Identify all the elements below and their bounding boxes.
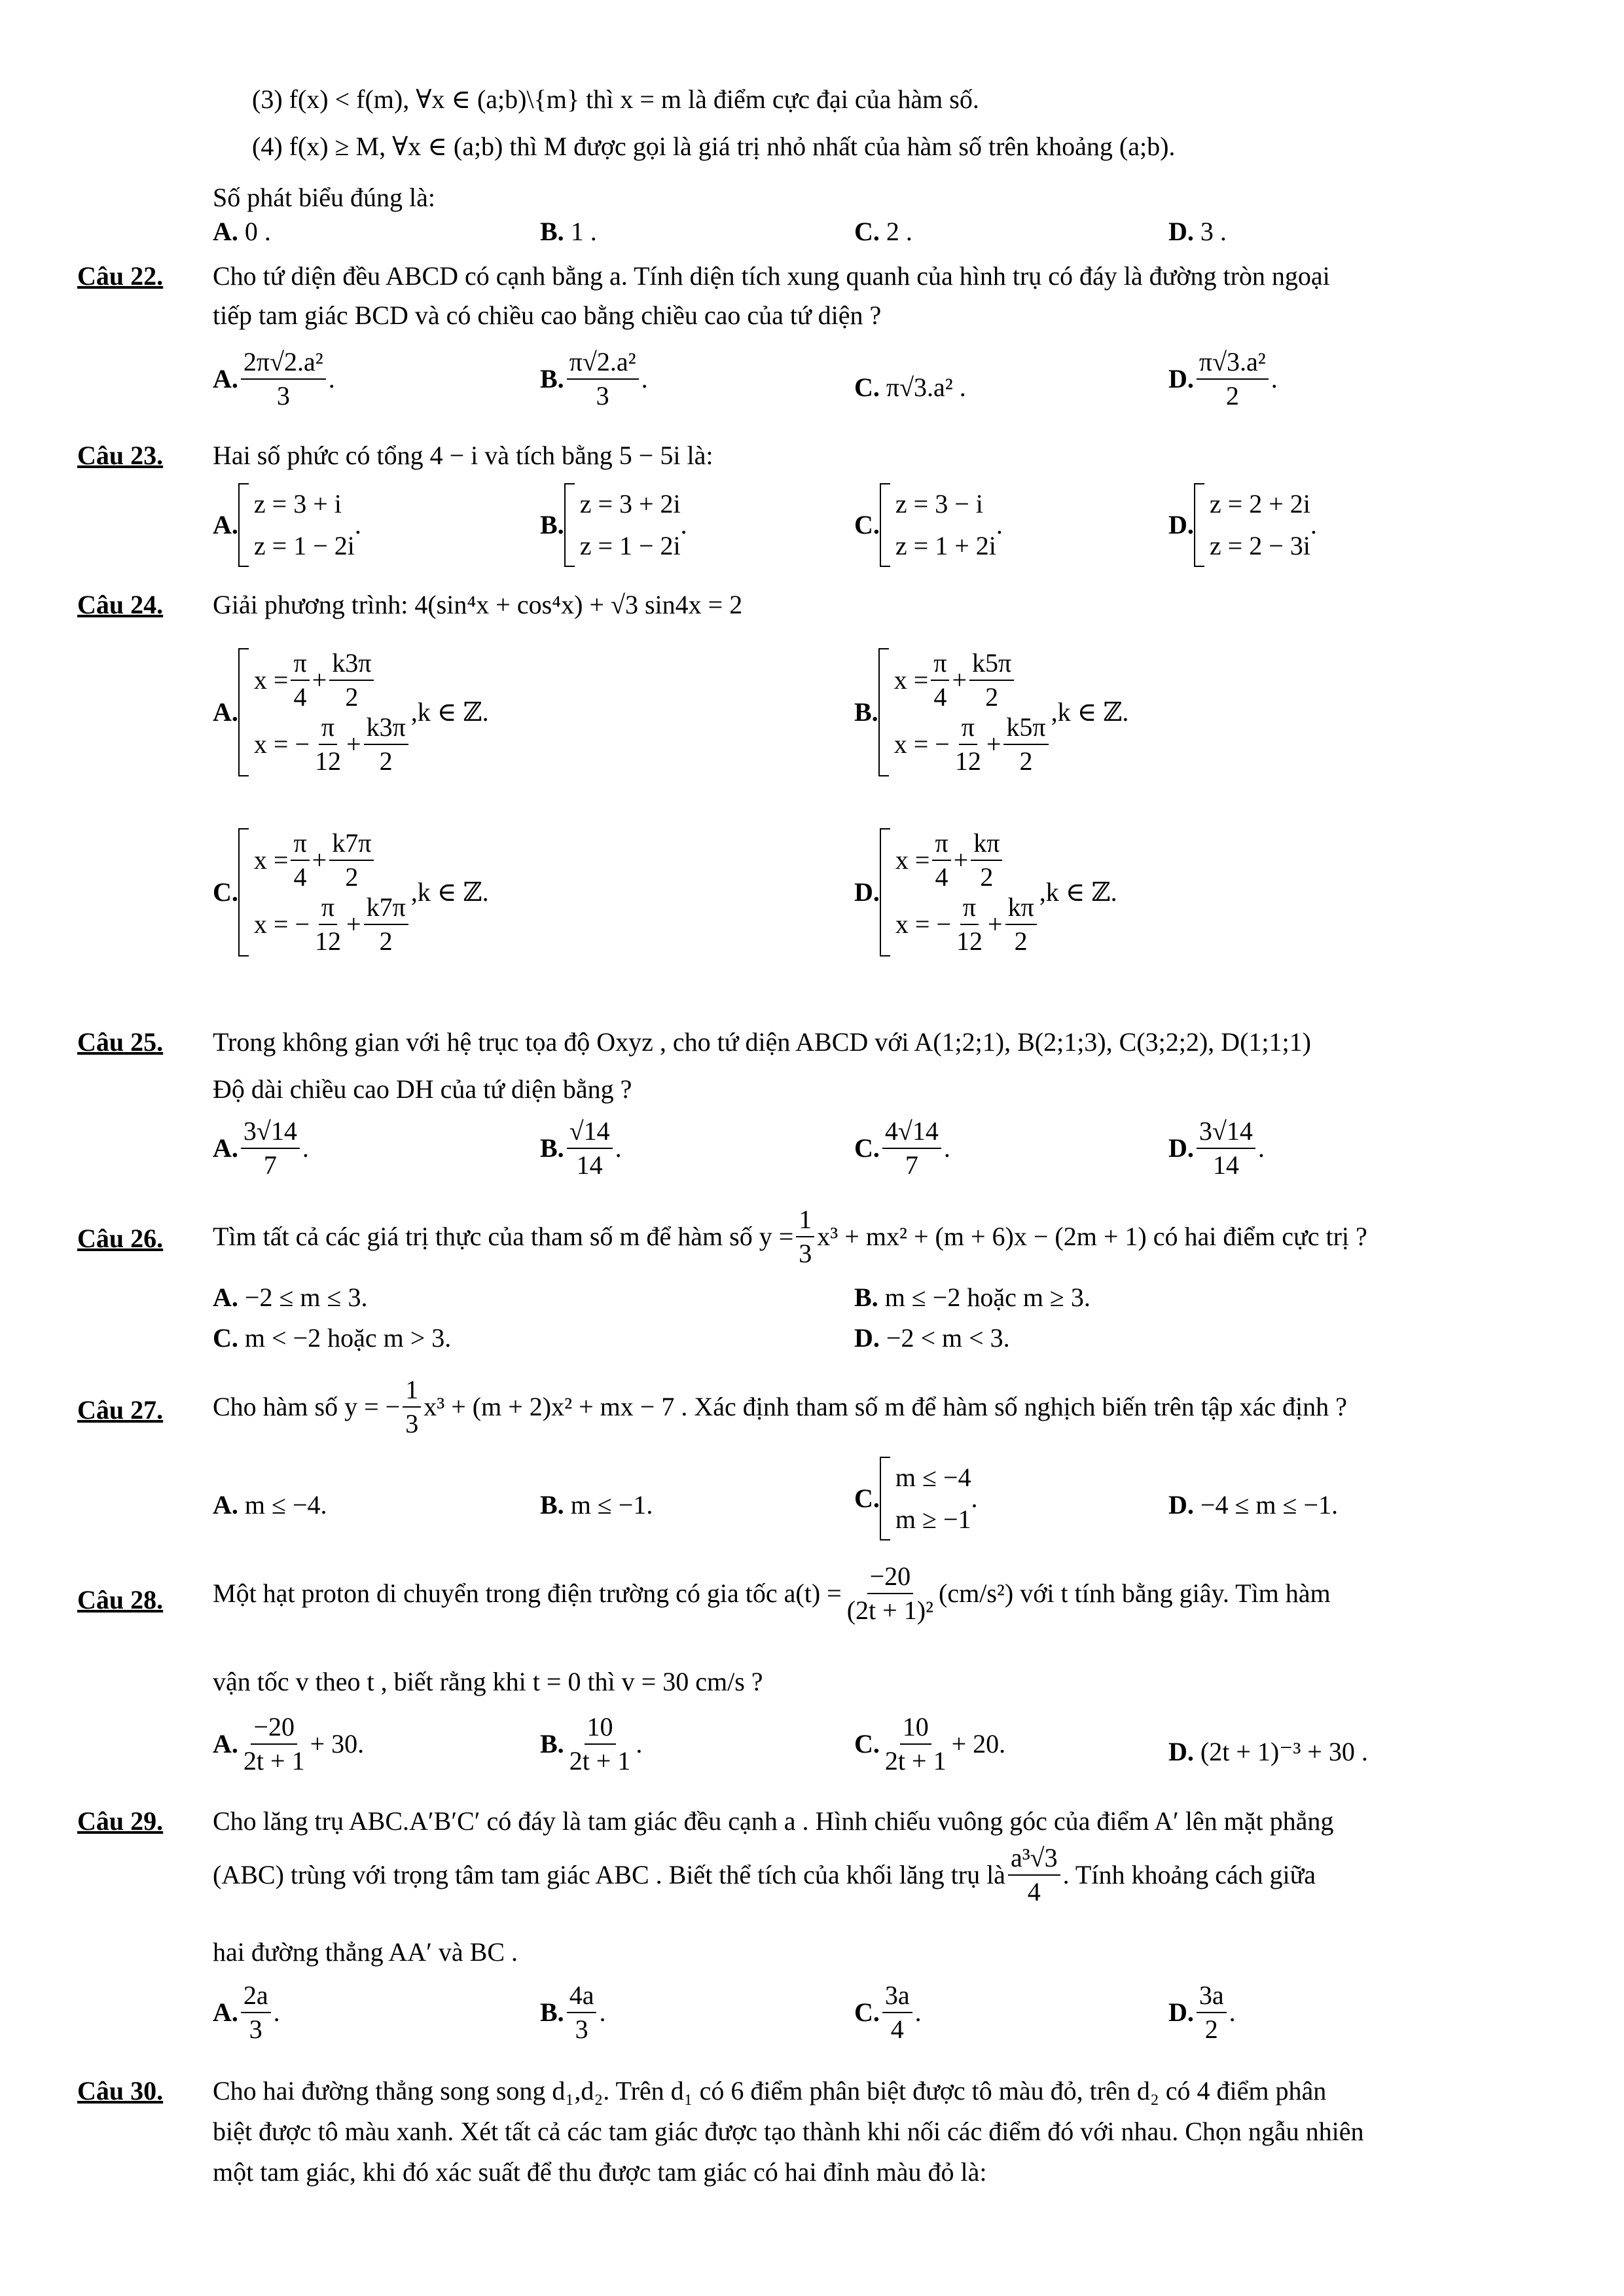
question-label: Câu 25. (77, 1027, 164, 1057)
question-label: Câu 24. (77, 590, 164, 619)
option-b: B. $\frac{\text{π√2.a²}}{3}$ . (540, 347, 648, 410)
option-d: D. $\frac{\text{π√3.a²}}{2}$ . (1168, 347, 1278, 410)
option-b: B. m ≤ −2 hoặc m ≥ 3. (854, 1283, 1091, 1312)
option-c: C. π√3.a² . (854, 373, 966, 402)
option-a: A. $\frac{-20}{2t + 1}$ + 30. (213, 1712, 365, 1776)
question-text: Trong không gian với hệ trục tọa độ Oxyz , cho tứ diện ABCD với A(1;2;1), B(2;1;3), C(3;2;2), D(1;1;1) (213, 1027, 1311, 1057)
option-d: D. 3 . (1168, 217, 1227, 246)
option-b: B. 1 . (540, 217, 597, 246)
option-d: D. z = 2 + 2i z = 2 − 3i . (1168, 483, 1317, 567)
question-label: Câu 27. (77, 1395, 164, 1425)
question-text: Giải phương trình: 4(sin⁴x + cos⁴x) + √3 sin4x = 2 (213, 590, 743, 619)
question-label: Câu 23. (77, 441, 164, 470)
question-text: vận tốc v theo t , biết rằng khi t = 0 thì v = 30 cm/s ? (213, 1667, 763, 1696)
option-c: C. $\frac{4√14}{7}$ . (854, 1116, 950, 1180)
question-text: Cho lăng trụ ABC.A′B′C′ có đáy là tam giác đều cạnh a . Hình chiếu vuông góc của điểm A′ lên mặt phẳng (213, 1806, 1334, 1836)
option-d: D. x = $\frac{\pi}{4}$ + $\frac{k\pi}{2}$ x = − $\frac{\pi}{12}$ + $\frac{k\pi}{2}$ ,k ∈ ℤ. (854, 828, 1117, 956)
question-text: (ABC) trùng với trọng tâm tam giác ABC . Biết thể tích của khối lăng trụ là $\frac{\text{a³√3}}{4}$ . Tính khoảng cách giữa (213, 1843, 1316, 1906)
option-b: B. m ≤ −1. (540, 1490, 653, 1520)
question-text: hai đường thẳng AA′ và BC . (213, 1937, 518, 1967)
option-c: C. $\frac{10}{2t + 1}$ + 20. (854, 1712, 1006, 1776)
option-c: C. x = $\frac{\pi}{4}$ + $\frac{k7\pi}{2}$ x = − $\frac{\pi}{12}$ + $\frac{k7\pi}{2}$ ,k ∈ ℤ. (213, 828, 489, 956)
question-label: Câu 26. (77, 1224, 164, 1253)
option-c: C. m < −2 hoặc m > 3. (213, 1323, 452, 1353)
option-b: B. x = $\frac{\pi}{4}$ + $\frac{k5\pi}{2}$ x = − $\frac{\pi}{12}$ + $\frac{k5\pi}{2}$ ,k ∈ ℤ. (854, 648, 1129, 776)
statement-4: (4) f(x) ≥ M, ∀x ∈ (a;b) thì M được gọi là giá trị nhỏ nhất của hàm số trên khoảng (a;b). (252, 132, 1176, 161)
option-a: A. $\frac{\text{2π√2.a²}}{3}$ . (213, 347, 335, 410)
question-label: Câu 22. (77, 261, 164, 291)
question-text: Một hạt proton di chuyển trong điện trường có gia tốc a(t) = $\frac{-20}{\text{(2t + 1)²}}$ (cm/s²) với t tính bằng giây. Tìm hàm (213, 1561, 1331, 1625)
option-b: B. z = 3 + 2i z = 1 − 2i . (540, 483, 687, 567)
question-text: Tìm tất cả các giá trị thực của tham số m để hàm số y = $\frac{1}{3}$ x³ + mx² + (m + 6)x − (2m + 1) có hai điểm cực trị ? (213, 1205, 1367, 1268)
question-text: Cho hàm số y = − $\frac{1}{3}$ x³ + (m + 2)x² + mx − 7 . Xác định tham số m để hàm số nghịch biến trên tập xác định ? (213, 1375, 1347, 1438)
option-d: D. $\frac{3√14}{14}$ . (1168, 1116, 1265, 1180)
question-label: Câu 29. (77, 1806, 164, 1836)
question-text: Cho tứ diện đều ABCD có cạnh bằng a. Tính diện tích xung quanh của hình trụ có đáy là đường tròn ngoại (213, 261, 1330, 291)
question-label: Câu 28. (77, 1585, 164, 1614)
option-a: A. $\frac{3√14}{7}$ . (213, 1116, 309, 1180)
statement-3: (3) f(x) < f(m), ∀x ∈ (a;b)\{m} thì x = m là điểm cực đại của hàm số. (252, 84, 979, 114)
option-b: B. $\frac{10}{2t + 1}$ . (540, 1712, 643, 1776)
option-b: B. $\frac{4a}{3}$ . (540, 1980, 606, 2044)
option-d: D. −4 ≤ m ≤ −1. (1168, 1490, 1339, 1520)
option-c: C. z = 3 − i z = 1 + 2i . (854, 483, 1003, 567)
option-a: A. z = 3 + i z = 1 − 2i . (213, 483, 361, 567)
option-c: C. $\frac{3a}{4}$ . (854, 1980, 922, 2044)
question-text: Hai số phức có tổng 4 − i và tích bằng 5 − 5i là: (213, 441, 713, 470)
question-label: Câu 30. (77, 2076, 164, 2105)
option-a: A. −2 ≤ m ≤ 3. (213, 1283, 368, 1312)
option-d: D. −2 < m < 3. (854, 1323, 1010, 1353)
option-a: A. x = $\frac{\pi}{4}$ + $\frac{k3\pi}{2}$ x = − $\frac{\pi}{12}$ + $\frac{k3\pi}{2}$ ,k ∈ ℤ. (213, 648, 489, 776)
question-text: Cho hai đường thẳng song song d₁,d₂. Trên d₁ có 6 điểm phân biệt được tô màu đỏ, trên d₂ có 4 điểm phân (213, 2076, 1327, 2105)
question-text: biệt được tô màu xanh. Xét tất cả các tam giác được tạo thành khi nối các điểm đó với nhau. Chọn ngẫu nhiên (213, 2117, 1364, 2146)
option-d: D. $\frac{3a}{2}$ . (1168, 1980, 1236, 2044)
option-b: B. $\frac{√14}{14}$ . (540, 1116, 622, 1180)
option-a: A. m ≤ −4. (213, 1490, 327, 1520)
option-d: D. (2t + 1)⁻³ + 30 . (1168, 1737, 1368, 1766)
question-text: tiếp tam giác BCD và có chiều cao bằng chiều cao của tứ diện ? (213, 301, 882, 330)
option-c: C. 2 . (854, 217, 912, 246)
option-c: C. m ≤ −4 m ≥ −1 . (854, 1457, 978, 1540)
intro-prompt: Số phát biểu đúng là: (213, 183, 435, 212)
option-a: A. $\frac{2a}{3}$ . (213, 1980, 280, 2044)
question-text: một tam giác, khi đó xác suất để thu được tam giác có hai đỉnh màu đỏ là: (213, 2157, 987, 2187)
question-text: Độ dài chiều cao DH của tứ diện bằng ? (213, 1074, 632, 1104)
option-a: A. 0 . (213, 217, 271, 246)
